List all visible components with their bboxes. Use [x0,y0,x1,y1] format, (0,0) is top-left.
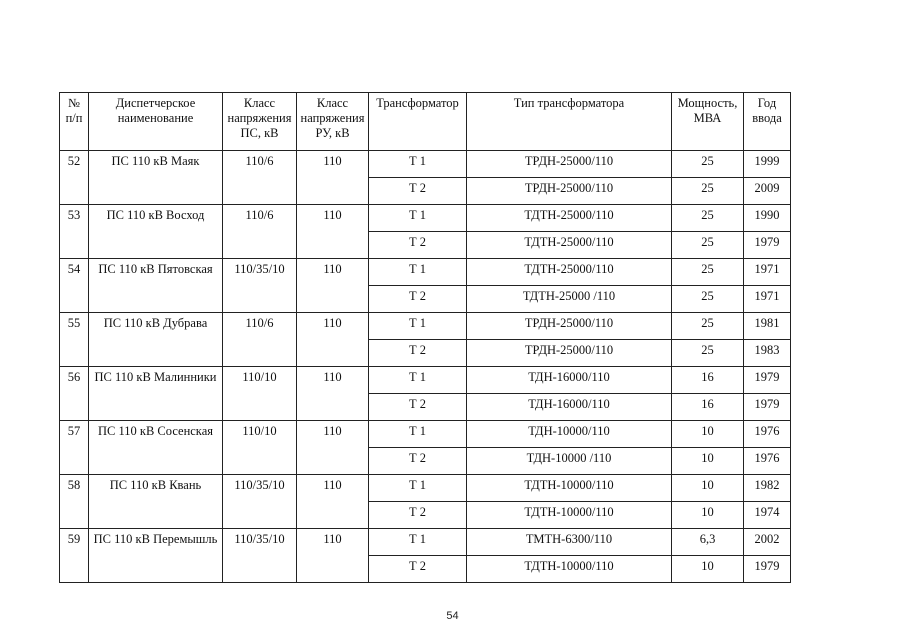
transformer-type-cell: ТДН-16000/110 [467,394,672,421]
transformer-cell: Т 1 [369,205,467,232]
transformer-type-cell: ТДН-10000/110 [467,421,672,448]
power-cell: 25 [672,286,744,313]
header-commission-year: Год ввода [744,93,791,151]
power-cell: 25 [672,178,744,205]
table-body [60,151,791,583]
dispatch-name-cell: ПС 110 кВ Пятовская [89,259,223,313]
power-cell: 10 [672,502,744,529]
row-number-cell: 56 [60,367,89,421]
header-row [60,93,791,151]
dispatch-name-cell: ПС 110 кВ Квань [89,475,223,529]
transformer-cell: Т 1 [369,475,467,502]
transformer-cell: Т 2 [369,394,467,421]
ps-voltage-class-cell: 110/6 [223,205,297,259]
dispatch-name-cell: ПС 110 кВ Маяк [89,151,223,205]
commission-year-cell: 1979 [744,232,791,259]
ps-voltage-class-cell: 110/35/10 [223,529,297,583]
dispatch-name-cell: ПС 110 кВ Малинники [89,367,223,421]
commission-year-cell: 1976 [744,448,791,475]
commission-year-cell: 1979 [744,367,791,394]
row-number-cell: 55 [60,313,89,367]
commission-year-cell: 1971 [744,286,791,313]
header-ru-voltage-class: Класс напряжения РУ, кВ [297,93,369,151]
transformer-type-cell: ТРДН-25000/110 [467,151,672,178]
table-row [60,529,791,556]
ps-voltage-class-cell: 110/6 [223,151,297,205]
power-cell: 25 [672,313,744,340]
transformer-cell: Т 1 [369,151,467,178]
transformer-type-cell: ТРДН-25000/110 [467,340,672,367]
ru-voltage-class-cell: 110 [297,529,369,583]
power-cell: 10 [672,556,744,583]
header-num: № п/п [60,93,89,151]
table-row [60,313,791,340]
ru-voltage-class-cell: 110 [297,205,369,259]
header-dispatch-name: Диспетчерское наименование [89,93,223,151]
power-cell: 10 [672,448,744,475]
commission-year-cell: 2009 [744,178,791,205]
power-cell: 25 [672,340,744,367]
transformer-type-cell: ТРДН-25000/110 [467,178,672,205]
transformer-type-cell: ТДТН-25000 /110 [467,286,672,313]
transformer-cell: Т 2 [369,448,467,475]
power-cell: 16 [672,394,744,421]
power-cell: 25 [672,259,744,286]
power-cell: 25 [672,151,744,178]
transformer-cell: Т 2 [369,556,467,583]
commission-year-cell: 1974 [744,502,791,529]
table-row [60,259,791,286]
row-number-cell: 59 [60,529,89,583]
commission-year-cell: 1979 [744,556,791,583]
transformer-cell: Т 2 [369,340,467,367]
header-ps-voltage-class: Класс напряжения ПС, кВ [223,93,297,151]
transformer-type-cell: ТДТН-10000/110 [467,502,672,529]
commission-year-cell: 1982 [744,475,791,502]
table-header [60,93,791,151]
transformer-cell: Т 1 [369,259,467,286]
transformer-cell: Т 2 [369,178,467,205]
table-row [60,421,791,448]
power-cell: 10 [672,421,744,448]
transformer-type-cell: ТДТН-10000/110 [467,475,672,502]
dispatch-name-cell: ПС 110 кВ Восход [89,205,223,259]
dispatch-name-cell: ПС 110 кВ Сосенская [89,421,223,475]
ps-voltage-class-cell: 110/10 [223,421,297,475]
table-row [60,151,791,178]
transformer-type-cell: ТДТН-25000/110 [467,205,672,232]
commission-year-cell: 1971 [744,259,791,286]
power-cell: 25 [672,232,744,259]
ru-voltage-class-cell: 110 [297,367,369,421]
row-number-cell: 58 [60,475,89,529]
document-page [59,92,791,583]
transformer-cell: Т 1 [369,313,467,340]
commission-year-cell: 2002 [744,529,791,556]
ru-voltage-class-cell: 110 [297,151,369,205]
ps-voltage-class-cell: 110/6 [223,313,297,367]
table-row [60,205,791,232]
header-transformer: Трансформатор [369,93,467,151]
transformer-type-cell: ТДТН-10000/110 [467,556,672,583]
ru-voltage-class-cell: 110 [297,313,369,367]
page-number: 54 [446,610,459,622]
power-cell: 6,3 [672,529,744,556]
transformer-type-cell: ТМТН-6300/110 [467,529,672,556]
transformer-cell: Т 2 [369,286,467,313]
dispatch-name-cell: ПС 110 кВ Перемышль [89,529,223,583]
header-transformer-type: Тип трансформатора [467,93,672,151]
ps-voltage-class-cell: 110/35/10 [223,259,297,313]
ru-voltage-class-cell: 110 [297,421,369,475]
commission-year-cell: 1999 [744,151,791,178]
row-number-cell: 53 [60,205,89,259]
ru-voltage-class-cell: 110 [297,475,369,529]
table-row [60,367,791,394]
transformer-type-cell: ТРДН-25000/110 [467,313,672,340]
transformer-cell: Т 2 [369,232,467,259]
commission-year-cell: 1990 [744,205,791,232]
transformer-cell: Т 1 [369,529,467,556]
transformer-type-cell: ТДН-10000 /110 [467,448,672,475]
transformer-type-cell: ТДТН-25000/110 [467,232,672,259]
transformer-type-cell: ТДТН-25000/110 [467,259,672,286]
power-cell: 10 [672,475,744,502]
row-number-cell: 52 [60,151,89,205]
table-row [60,475,791,502]
power-cell: 25 [672,205,744,232]
power-cell: 16 [672,367,744,394]
commission-year-cell: 1976 [744,421,791,448]
transformer-type-cell: ТДН-16000/110 [467,367,672,394]
ps-voltage-class-cell: 110/10 [223,367,297,421]
transformer-cell: Т 1 [369,367,467,394]
transformer-cell: Т 1 [369,421,467,448]
row-number-cell: 54 [60,259,89,313]
commission-year-cell: 1983 [744,340,791,367]
transformer-cell: Т 2 [369,502,467,529]
ru-voltage-class-cell: 110 [297,259,369,313]
ps-voltage-class-cell: 110/35/10 [223,475,297,529]
substation-transformer-table [59,92,791,583]
dispatch-name-cell: ПС 110 кВ Дубрава [89,313,223,367]
commission-year-cell: 1981 [744,313,791,340]
commission-year-cell: 1979 [744,394,791,421]
row-number-cell: 57 [60,421,89,475]
header-power: Мощность, МВА [672,93,744,151]
